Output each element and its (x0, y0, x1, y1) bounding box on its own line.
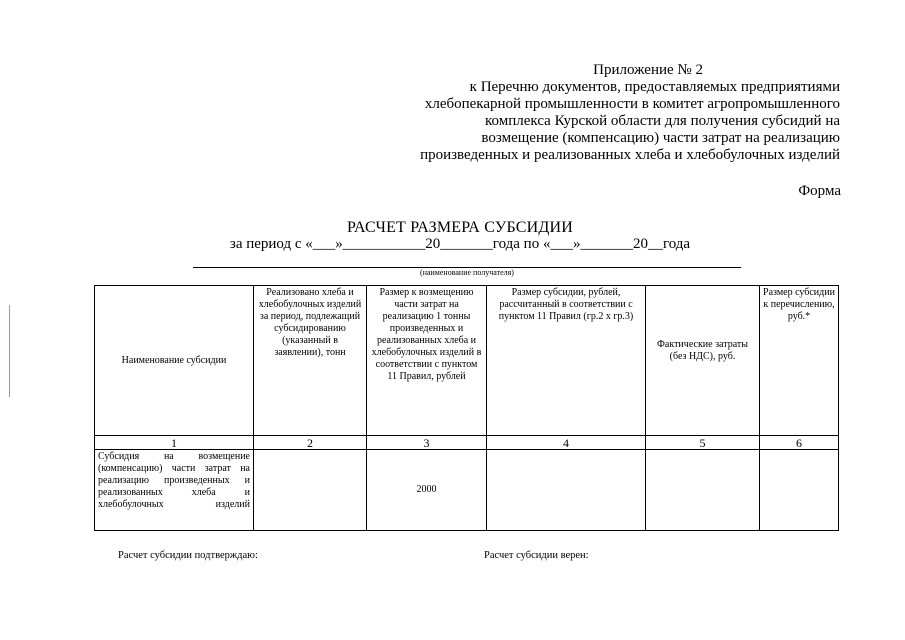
recipient-caption: (наименование получателя) (420, 268, 514, 277)
row-cell-transfer-amount (760, 450, 839, 531)
page-margin-mark (9, 305, 10, 397)
header-cell-sold-volume: Реализовано хлеба и хлебобулочных изделий за период, подлежащий субсидированию (указанный в заявлении), тонн (254, 286, 367, 436)
appendix-line: комплекса Курской области для получения субсидий на (485, 113, 840, 129)
header-cell-subsidy-name: Наименование субсидии (95, 286, 254, 436)
header-cell-subsidy-amount: Размер субсидии, рублей, рассчитанный в соответствии с пунктом 11 Правил (гр.2 х гр.3) (487, 286, 646, 436)
column-number: 5 (646, 436, 760, 450)
appendix-number: Приложение № 2 (593, 62, 703, 78)
column-number: 2 (254, 436, 367, 450)
appendix-block (410, 62, 840, 164)
appendix-line: к Перечню документов, предоставляемых предприятиями (469, 79, 840, 95)
table-column-number-row (95, 436, 839, 450)
header-cell-transfer-amount-text: Размер субсидии к перечислению, руб.* (763, 287, 835, 322)
appendix-line: произведенных и реализованных хлеба и хлебобулочных изделий (420, 147, 840, 163)
row-cell-rate-per-ton: 2000 (367, 450, 487, 531)
document-title: РАСЧЕТ РАЗМЕРА СУБСИДИИ (347, 219, 573, 236)
column-number: 4 (487, 436, 646, 450)
form-label: Форма (798, 183, 841, 199)
column-number: 1 (95, 436, 254, 450)
header-cell-transfer-amount (760, 286, 839, 436)
header-cell-rate-per-ton: Размер к возмещению части затрат на реализацию 1 тонны произведенных и реализованных хлеба и хлебобулочных изделий в соответствии с пунктом 11 Правил, рублей (367, 286, 487, 436)
period-line: за период с «___»___________20_______года по «___»_______20__года (229, 236, 691, 252)
header-cell-actual-costs (646, 286, 760, 436)
signature-verified-label: Расчет субсидии верен: (484, 550, 589, 561)
signature-confirm-label: Расчет субсидии подтверждаю: (118, 550, 258, 561)
row-cell-actual-costs (646, 450, 760, 531)
subsidy-calculation-table (94, 285, 839, 531)
row-cell-subsidy-amount (487, 450, 646, 531)
appendix-line: хлебопекарной промышленности в комитет агропромышленного (424, 96, 840, 112)
appendix-line: возмещение (компенсацию) части затрат на реализацию (481, 130, 840, 146)
table-header-row (95, 286, 839, 436)
column-number: 6 (760, 436, 839, 450)
table-row (95, 450, 839, 531)
column-number: 3 (367, 436, 487, 450)
header-cell-actual-costs-text: Фактические затраты (без НДС), руб. (657, 339, 748, 362)
row-cell-sold-volume (254, 450, 367, 531)
row-subsidy-name: Субсидия на возмещение (компенсацию) части затрат на реализацию произведенных и реализованных хлеба и хлебобулочных изделий (95, 450, 254, 531)
